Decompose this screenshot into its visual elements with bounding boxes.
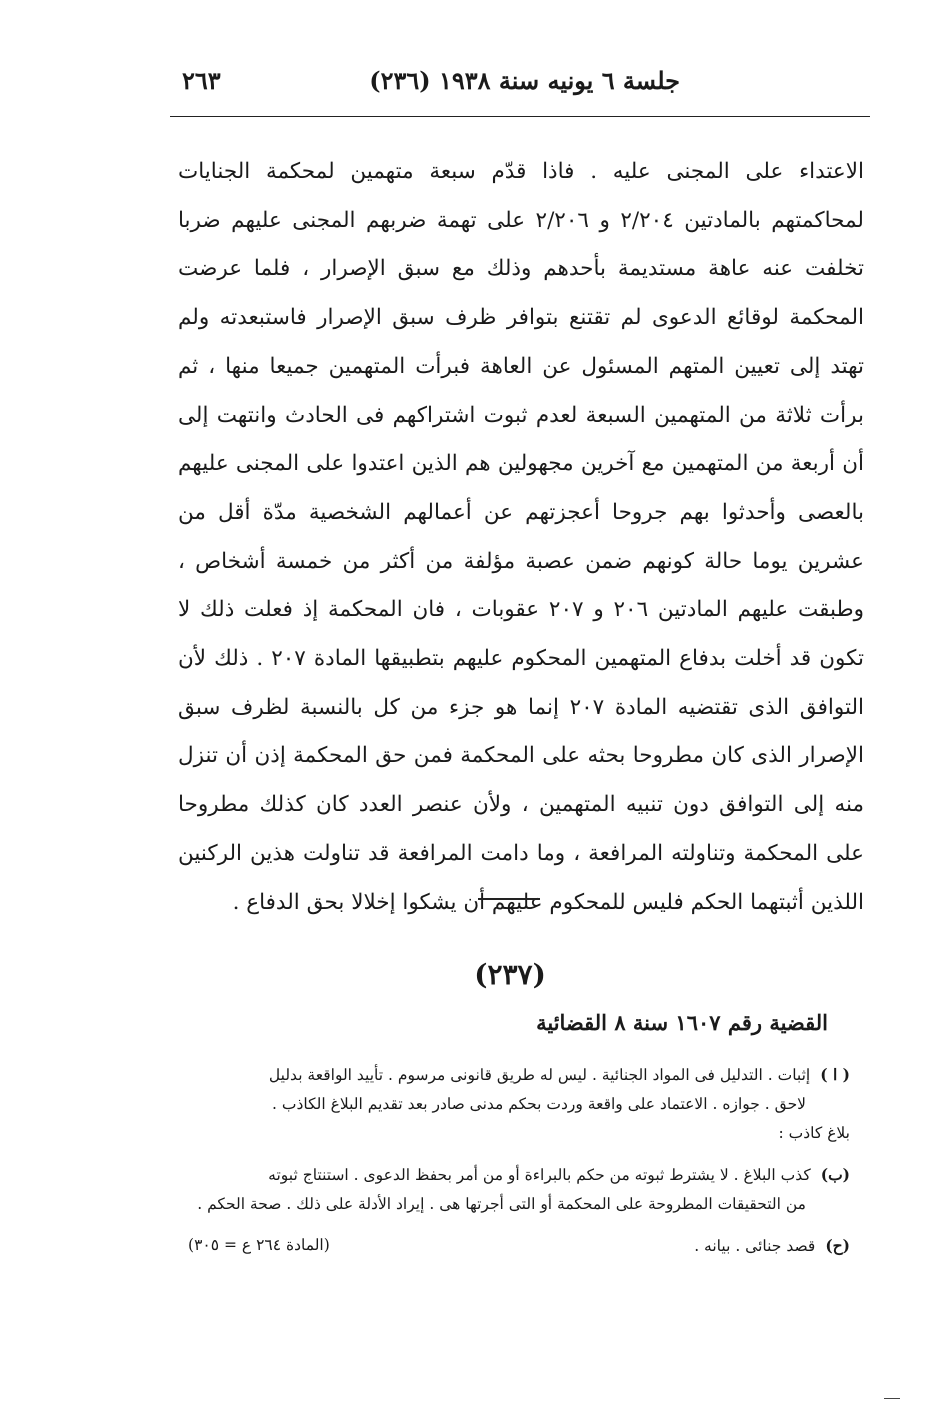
- note-b-line-2: من التحقيقات المطروحة على المحكمة أو التى أجرتها هى . إيراد الأدلة على ذلك . صحة الحكم .: [197, 1195, 806, 1213]
- note-a-marker: ( ا ): [820, 1065, 850, 1084]
- note-a-line-1: [178, 1060, 850, 1090]
- header-rule: [170, 116, 870, 117]
- note-b-line-1: [178, 1160, 850, 1190]
- header-title: جلسة ٦ يونيه سنة ١٩٣٨ (٢٣٦): [369, 66, 680, 95]
- note-b-text-1: كذب البلاغ . لا يشترط ثبوته من حكم بالبراءة أو من أمر بحفظ الدعوى . استنتاج ثبوته: [268, 1166, 811, 1184]
- margin-mark: [884, 1398, 900, 1399]
- note-c-reference: (المادة ٢٦٤ ع = ٣٠٥): [188, 1236, 330, 1254]
- note-a: [178, 1060, 850, 1148]
- note-a-line-3: بلاغ كاذب :: [778, 1124, 850, 1142]
- note-c-line: [694, 1231, 850, 1261]
- head-notes: [178, 1060, 850, 1273]
- page-number: ٢٦٣: [182, 66, 221, 95]
- page-header: [170, 66, 870, 106]
- note-b-marker: (ب): [820, 1165, 850, 1184]
- note-c-marker: (ح): [825, 1236, 850, 1255]
- paragraph-text: الاعتداء على المجنى عليه . فاذا قدّم سبعة متهمين لمحكمة الجنايات لمحاكمتهم بالمادتين ٢/٢٠٤ و ٢/٢٠٦ على تهمة ضربهم المجنى عليهم ضربا تخلفت عنه عاهة مستديمة بأحدهم وذلك مع سبق الإصرار ، فلما عرضت المحكمة لوقائع الدعوى لم تقتنع بتوافر ظرف سبق الإصرار فاستبعدته ولم تهتد إلى تعيين المتهم المسئول عن العاهة فبرأت المتهمين جميعا منها ، ثم برأت ثلاثة من المتهمين السبعة لعدم ثبوت اشتراكهم فى الحادث وانتهت إلى أن أربعة من المتهمين مع آخرين مجهولين هم الذين اعتدوا على المجنى عليهم بالعصى وأحدثوا بهم جروحا أعجزتهم عن أعمالهم الشخصية مدّة أقل من عشرين يوما حالة كونهم ضمن عصبة مؤلفة من أكثر من خمسة أشخاص ، وطبقت عليهم المادتين ٢٠٦ و ٢٠٧ عقوبات ، فان المحكمة إذ فعلت ذلك لا تكون قد أخلت بدفاع المتهمين المحكوم عليهم بتطبيقها المادة ٢٠٧ . ذلك لأن التوافق الذى تقتضيه المادة ٢٠٧ إنما هو جزء من كل بالنسبة لظرف سبق الإصرار الذى كان مطروحا بحثه على المحكمة فمن حق المحكمة إذن أن تنزل منه إلى التوافق دون تنبيه المتهمين ، ولأن عنصر العدد كان كذلك مطروحا على المحكمة وتناولته المرافعة ، وما دامت المرافعة قد تناولت هذين الركنين اللذين أثبتهما الحكم فليس للمحكوم عليهم أن يشكوا إخلالا بحق الدفاع .: [178, 159, 864, 915]
- case-title: القضية رقم ١٦٠٧ سنة ٨ القضائية: [536, 1010, 828, 1035]
- note-a-text-1: إثبات . التدليل فى المواد الجنائية . ليس له طريق قانونى مرسوم . تأييد الواقعة بدليل: [268, 1066, 811, 1084]
- note-a-line-2: لاحق . جوازه . الاعتماد على واقعة وردت بحكم مدنى صادر بعد تقديم البلاغ الكاذب .: [272, 1095, 806, 1113]
- section-separator: [478, 898, 540, 900]
- ruling-paragraph: [178, 148, 864, 927]
- note-c: [178, 1231, 850, 1261]
- note-b: [178, 1160, 850, 1219]
- note-c-text: قصد جنائى . بيانه .: [694, 1237, 816, 1255]
- case-number: (٢٣٧): [474, 958, 546, 991]
